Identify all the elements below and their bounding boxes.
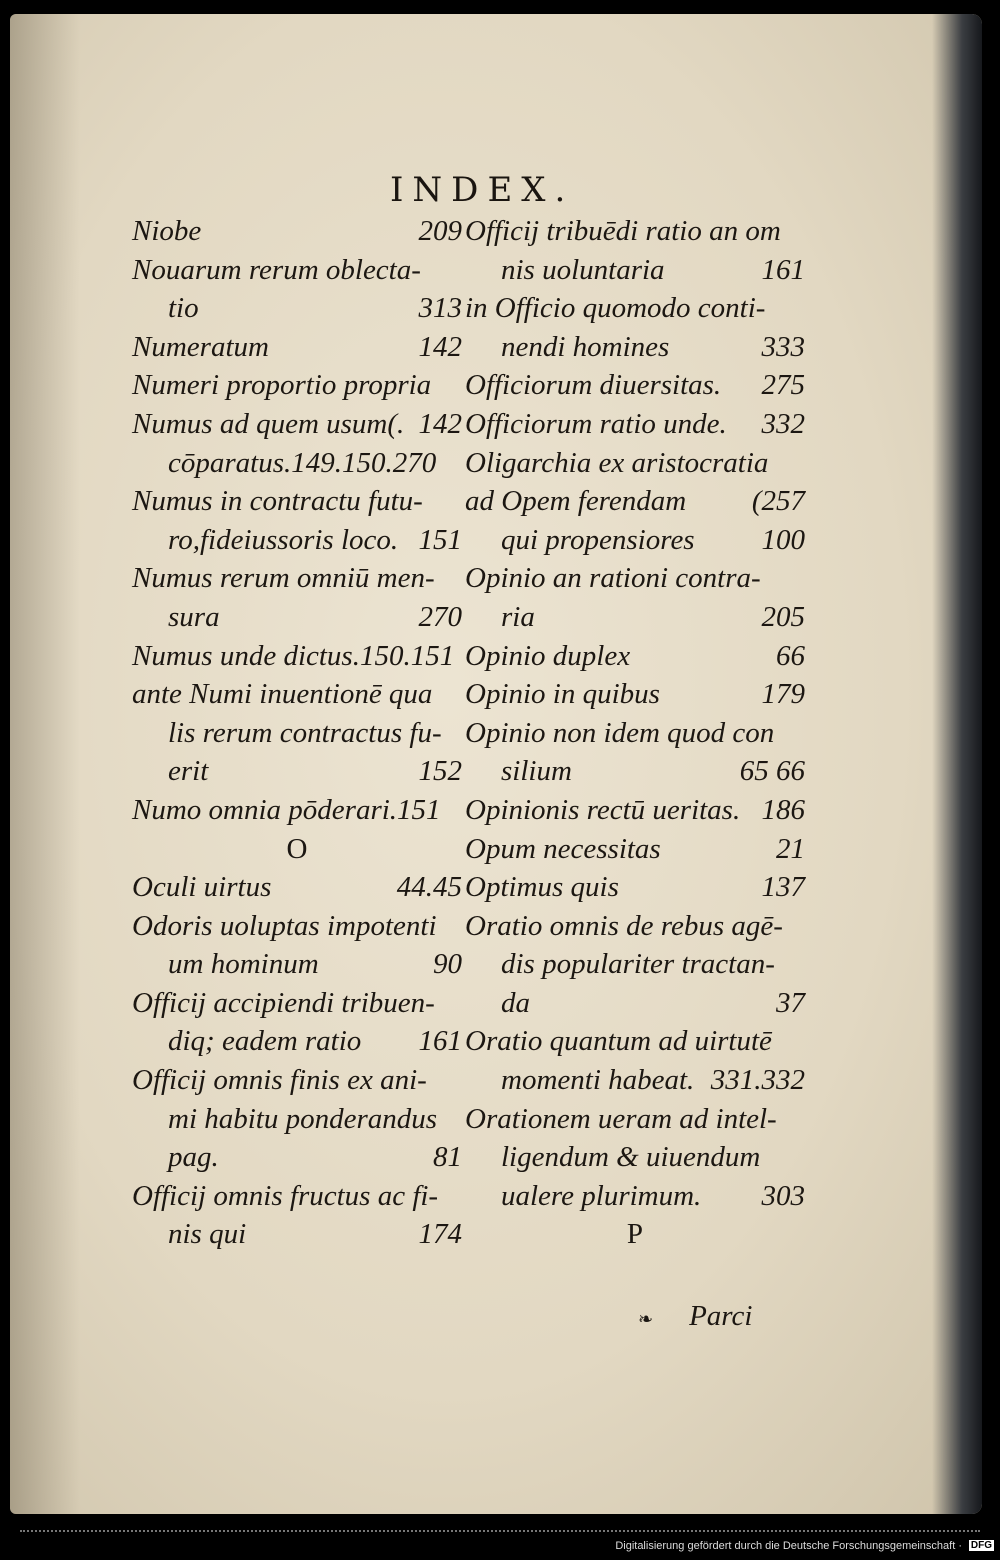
index-entry [132, 984, 462, 1061]
index-entry [465, 675, 805, 714]
dfg-logo: DFG [970, 1540, 992, 1551]
entry-text: Oratio omnis de rebus agē- [465, 909, 783, 942]
entry-line [132, 212, 462, 251]
page-ref: 66 [776, 639, 805, 672]
entry-line [465, 366, 805, 405]
dotted-rule [20, 1530, 980, 1532]
page-ref: 152 [418, 755, 462, 788]
entry-text: Opinionis rectū ueritas. [465, 793, 741, 826]
page-ref: 174 [418, 1218, 462, 1251]
index-entry [465, 791, 805, 830]
page-ref: 142 [418, 330, 462, 363]
entry-line [465, 984, 805, 1023]
page-ref: 270 [418, 600, 462, 633]
entry-text: Numus in contractu futu- [132, 485, 423, 518]
page-ref: 81 [433, 1141, 462, 1174]
entry-line [465, 521, 805, 560]
page-ref: 100 [761, 523, 805, 556]
entry-line [132, 714, 462, 753]
entry-line [132, 945, 462, 984]
index-entry [132, 675, 462, 791]
entry-text: Opinio an rationi contra- [465, 562, 761, 595]
index-entry [132, 212, 462, 251]
index-entry [132, 868, 462, 907]
index-entry [465, 212, 805, 289]
entry-line [132, 675, 462, 714]
entry-text: nis qui [168, 1218, 247, 1251]
entry-text: Numus unde dictus.150.151 [132, 639, 455, 672]
index-entry [465, 1100, 805, 1216]
page-ref: (257 [751, 485, 805, 518]
entry-text: qui propensiores [501, 523, 695, 556]
entry-line [132, 1215, 462, 1254]
entry-line [465, 289, 805, 328]
entry-text: Oligarchia ex aristocratia [465, 446, 769, 479]
entry-line [465, 752, 805, 791]
entry-text: ligendum & uiuendum [501, 1141, 761, 1174]
entry-line [132, 791, 462, 830]
entry-text: silium [501, 755, 572, 788]
entry-line [132, 868, 462, 907]
entry-line [465, 598, 805, 637]
page-edge [932, 14, 982, 1514]
entry-line [132, 405, 462, 444]
entry-text: Numus rerum omniū men- [132, 562, 435, 595]
entry-text: Opinio in quibus [465, 678, 660, 711]
page-ref: 275 [761, 369, 805, 402]
entry-text: Officiorum ratio unde. [465, 407, 727, 440]
page-ref: 161 [761, 253, 805, 286]
index-entry [132, 444, 462, 483]
page-ref: 186 [761, 793, 805, 826]
book-page [10, 14, 982, 1514]
entry-text: Niobe [132, 215, 202, 247]
index-entry [465, 289, 805, 366]
gutter-shadow [10, 14, 80, 1514]
entry-line [465, 1061, 805, 1100]
entry-line [465, 830, 805, 869]
digitization-footer [0, 1520, 1000, 1560]
entry-text: sura [168, 600, 220, 633]
entry-line [465, 212, 805, 251]
entry-line [465, 945, 805, 984]
page-ref: 151 [418, 523, 462, 556]
section-letter: P [626, 1218, 644, 1251]
entry-text: pag. [168, 1141, 219, 1174]
entry-line [465, 559, 805, 598]
entry-text: Officij tribuēdi ratio an om [465, 215, 781, 247]
page-ref: 142 [418, 407, 462, 440]
entry-text: tio [168, 292, 199, 325]
entry-line [132, 907, 462, 946]
entry-line [465, 675, 805, 714]
entry-line [132, 637, 462, 676]
entry-text: momenti habeat. [501, 1064, 695, 1097]
entry-line [465, 791, 805, 830]
index-entry [132, 637, 462, 676]
entry-text: ad Opem ferendam [465, 485, 687, 518]
page-ref: 331.332 [710, 1064, 805, 1097]
index-entry [132, 1061, 462, 1177]
entry-text: Orationem ueram ad intel- [465, 1102, 777, 1135]
entry-text: Numeratum [132, 330, 269, 363]
entry-text: Opinio duplex [465, 639, 631, 672]
entry-line [132, 444, 462, 483]
entry-text: Officiorum diuersitas. [465, 369, 722, 402]
index-column-left [132, 212, 462, 1254]
entry-text: ante Numi inuentionē qua [132, 678, 433, 711]
entry-line [465, 1177, 805, 1216]
entry-line [132, 1061, 462, 1100]
entry-line [132, 1138, 462, 1177]
index-entry [465, 714, 805, 791]
index-entry [465, 482, 805, 521]
entry-line [132, 328, 462, 367]
page-ref: 205 [761, 600, 805, 633]
funding-credit: Digitalisierung gefördert durch die Deutsche Forschungsgemeinschaft · [615, 1540, 962, 1552]
index-entry [132, 251, 462, 328]
index-entry [465, 366, 805, 405]
page-ref: 332 [761, 407, 805, 440]
entry-text: ro,fideiussoris loco. [168, 523, 399, 556]
entry-line [132, 752, 462, 791]
index-entry [465, 868, 805, 907]
entry-text: Numeri proportio propria [132, 369, 432, 402]
entry-text: nendi homines [501, 330, 670, 363]
entry-line [132, 289, 462, 328]
entry-text: cōparatus.149.150.270 [168, 446, 437, 479]
entry-text: Officij omnis fructus ac fi- [132, 1179, 439, 1212]
entry-line [465, 907, 805, 946]
entry-line [465, 1022, 805, 1061]
entry-text: ria [501, 600, 535, 633]
index-entry [465, 1022, 805, 1099]
page-ref: 65 66 [739, 755, 805, 788]
page-header: INDEX. [390, 170, 575, 210]
entry-text: lis rerum contractus fu- [168, 716, 442, 749]
entry-text: Oculi uirtus [132, 871, 272, 904]
catchword-line [638, 1300, 752, 1333]
catchword: Parci [689, 1300, 753, 1332]
entry-line [465, 637, 805, 676]
page-ref: 137 [761, 871, 805, 904]
index-entry [132, 791, 462, 830]
index-column-right [465, 212, 805, 1254]
entry-text: Officij omnis finis ex ani- [132, 1064, 427, 1097]
signature-mark: ❧ [638, 1309, 654, 1329]
entry-text: dis populariter tractan- [501, 948, 775, 981]
page-ref: 37 [776, 986, 805, 1019]
index-entry [465, 405, 805, 444]
page-ref: 44.45 [396, 871, 462, 904]
entry-text: da [501, 986, 530, 1019]
entry-text: um hominum [168, 948, 319, 981]
entry-text: nis uoluntaria [501, 253, 665, 286]
index-entry [132, 1177, 462, 1254]
entry-line [465, 482, 805, 521]
entry-line [465, 444, 805, 483]
entry-line [465, 868, 805, 907]
page-ref: 179 [761, 678, 805, 711]
index-entry [465, 830, 805, 869]
entry-text: in Officio quomodo conti- [465, 292, 766, 325]
index-entry [465, 521, 805, 560]
index-entry [132, 907, 462, 984]
page-ref: 313 [418, 292, 462, 325]
entry-text: Numo omnia pōderari.151 [132, 793, 441, 826]
index-entry [132, 328, 462, 367]
page-ref: 21 [776, 832, 805, 865]
page-ref: 90 [433, 948, 462, 981]
index-entry [132, 405, 462, 444]
entry-text: Oratio quantum ad uirtutē [465, 1025, 772, 1058]
section-letter: O [286, 832, 308, 865]
entry-text: Opinio non idem quod con [465, 716, 775, 749]
entry-line [132, 366, 462, 405]
index-entry [132, 366, 462, 405]
entry-text: erit [168, 755, 209, 788]
entry-line [132, 1100, 462, 1139]
entry-line [465, 328, 805, 367]
entry-text: Nouarum rerum oblecta- [132, 253, 421, 286]
index-entry [465, 907, 805, 1023]
entry-text: Opum necessitas [465, 832, 661, 865]
entry-line [465, 714, 805, 753]
page-ref: 161 [418, 1025, 462, 1058]
entry-text: mi habitu ponderandus [168, 1102, 438, 1135]
entry-text: Numus ad quem usum(. [132, 407, 405, 440]
entry-line [465, 1138, 805, 1177]
entry-line [132, 251, 462, 290]
page-ref: 333 [761, 330, 805, 363]
entry-line [465, 251, 805, 290]
page-ref: 209 [418, 215, 462, 247]
index-entry [465, 637, 805, 676]
page-ref: 303 [761, 1179, 805, 1212]
entry-text: diq; eadem ratio [168, 1025, 362, 1058]
entry-line [132, 1022, 462, 1061]
entry-line [132, 482, 462, 521]
entry-text: Odoris uoluptas impotenti [132, 909, 437, 942]
entry-text: ualere plurimum. [501, 1179, 702, 1212]
entry-line [132, 521, 462, 560]
index-entry [465, 444, 805, 483]
entry-line [465, 405, 805, 444]
entry-line [132, 598, 462, 637]
entry-line [132, 1177, 462, 1216]
index-entry [132, 559, 462, 636]
entry-line [132, 559, 462, 598]
entry-text: Officij accipiendi tribuen- [132, 986, 435, 1019]
index-entry [465, 559, 805, 636]
entry-line [132, 984, 462, 1023]
entry-text: Optimus quis [465, 871, 619, 904]
index-entry [132, 482, 462, 559]
entry-line [465, 1100, 805, 1139]
